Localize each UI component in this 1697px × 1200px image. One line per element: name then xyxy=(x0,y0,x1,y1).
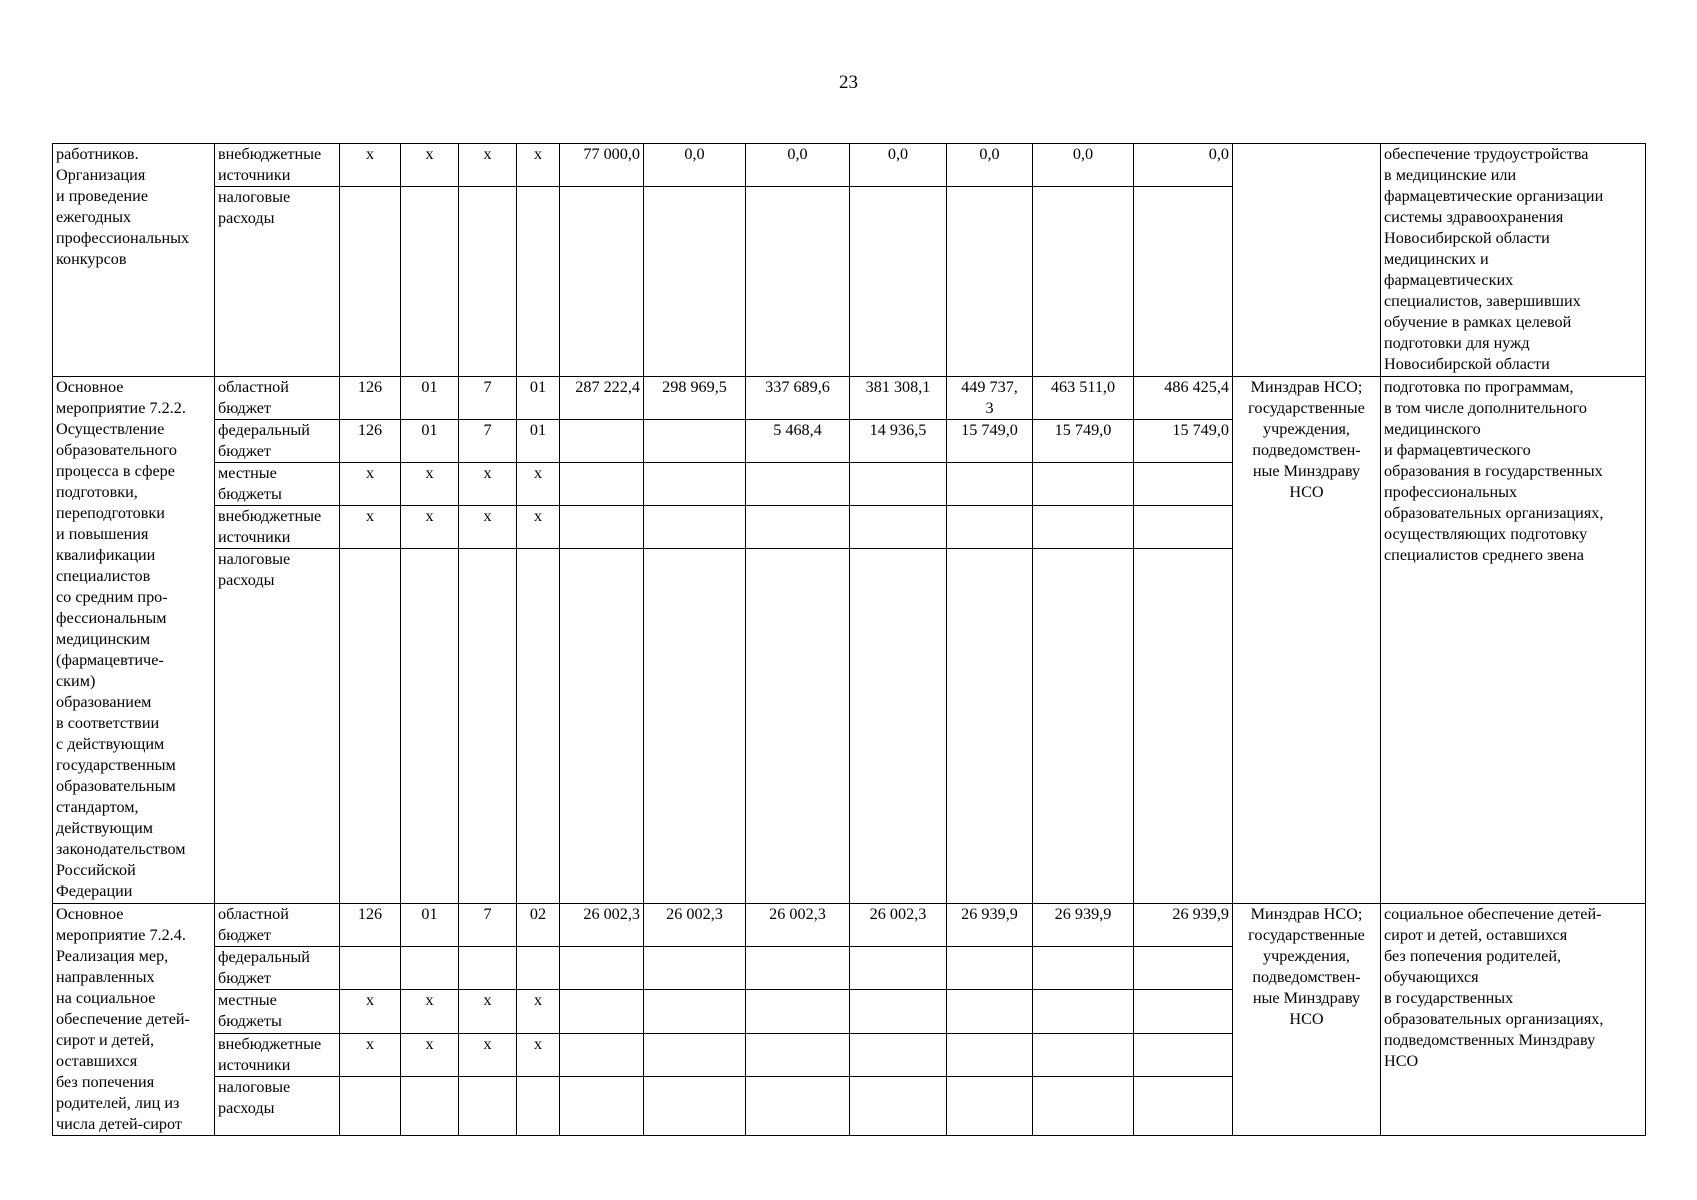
amount-cell: 5 468,4 xyxy=(746,420,850,463)
budget-code-cell: x xyxy=(401,506,459,549)
amount-cell: 449 737, 3 xyxy=(947,377,1033,420)
amount-cell xyxy=(1033,187,1134,377)
budget-code-cell: 126 xyxy=(340,377,401,420)
amount-cell xyxy=(1134,187,1233,377)
budget-code-cell: x xyxy=(340,990,401,1033)
amount-cell xyxy=(644,463,746,506)
amount-cell: 15 749,0 xyxy=(947,420,1033,463)
amount-cell xyxy=(746,506,850,549)
result-cell: социальное обеспечение детей- сирот и детей, оставшихся без попечения родителей, обучающихся в государственных образовательных организациях, подведомственных Минздраву НСО xyxy=(1381,904,1646,1136)
amount-cell xyxy=(1033,549,1134,904)
executor-cell: Минздрав НСО; государственные учреждения, подведомствен- ные Минздраву НСО xyxy=(1233,904,1381,1136)
amount-cell xyxy=(1033,1076,1134,1135)
budget-code-cell: 01 xyxy=(517,420,560,463)
budget-code-cell: x xyxy=(459,463,517,506)
budget-code-cell: x xyxy=(401,144,459,187)
amount-cell xyxy=(644,506,746,549)
amount-cell: 26 939,9 xyxy=(947,904,1033,947)
budget-code-cell xyxy=(517,187,560,377)
amount-cell xyxy=(644,947,746,990)
amount-cell xyxy=(746,549,850,904)
amount-cell xyxy=(560,420,644,463)
budget-code-cell xyxy=(459,187,517,377)
funding-source-cell: внебюджетные источники xyxy=(215,144,340,187)
budget-code-cell xyxy=(459,1076,517,1135)
executor-cell xyxy=(1233,144,1381,377)
amount-cell xyxy=(746,990,850,1033)
amount-cell xyxy=(1033,1033,1134,1076)
funding-source-cell: областной бюджет xyxy=(215,377,340,420)
budget-code-cell: x xyxy=(459,144,517,187)
budget-code-cell xyxy=(401,549,459,904)
funding-source-cell: местные бюджеты xyxy=(215,463,340,506)
executor-cell: Минздрав НСО; государственные учреждения, подведомствен- ные Минздраву НСО xyxy=(1233,377,1381,904)
funding-source-cell: федеральный бюджет xyxy=(215,420,340,463)
budget-code-cell xyxy=(401,1076,459,1135)
amount-cell xyxy=(1134,947,1233,990)
amount-cell: 0,0 xyxy=(1033,144,1134,187)
amount-cell xyxy=(644,549,746,904)
budget-code-cell: x xyxy=(517,463,560,506)
budget-code-cell: 7 xyxy=(459,377,517,420)
amount-cell xyxy=(560,549,644,904)
budget-code-cell: x xyxy=(340,1033,401,1076)
budget-code-cell: x xyxy=(517,1033,560,1076)
budget-code-cell xyxy=(459,947,517,990)
amount-cell: 0,0 xyxy=(746,144,850,187)
budget-code-cell: x xyxy=(401,990,459,1033)
amount-cell: 15 749,0 xyxy=(1033,420,1134,463)
amount-cell: 0,0 xyxy=(850,144,947,187)
budget-code-cell: x xyxy=(340,144,401,187)
funding-source-cell: внебюджетные источники xyxy=(215,1033,340,1076)
amount-cell xyxy=(947,549,1033,904)
amount-cell xyxy=(560,990,644,1033)
amount-cell xyxy=(1033,463,1134,506)
funding-source-cell: налоговые расходы xyxy=(215,1076,340,1135)
amount-cell: 26 002,3 xyxy=(644,904,746,947)
program-table xyxy=(52,143,1646,1136)
amount-cell xyxy=(947,990,1033,1033)
amount-cell xyxy=(947,1033,1033,1076)
amount-cell xyxy=(1134,990,1233,1033)
amount-cell xyxy=(746,463,850,506)
amount-cell xyxy=(644,990,746,1033)
table-row xyxy=(53,904,1646,947)
budget-code-cell: x xyxy=(401,1033,459,1076)
amount-cell xyxy=(1134,506,1233,549)
amount-cell xyxy=(560,1076,644,1135)
amount-cell: 26 939,9 xyxy=(1134,904,1233,947)
amount-cell xyxy=(850,187,947,377)
budget-code-cell: 02 xyxy=(517,904,560,947)
amount-cell: 0,0 xyxy=(947,144,1033,187)
amount-cell: 26 939,9 xyxy=(1033,904,1134,947)
funding-source-cell: федеральный бюджет xyxy=(215,947,340,990)
funding-source-cell: областной бюджет xyxy=(215,904,340,947)
amount-cell xyxy=(560,947,644,990)
budget-code-cell: x xyxy=(340,506,401,549)
budget-code-cell: 126 xyxy=(340,420,401,463)
budget-code-cell: 7 xyxy=(459,904,517,947)
amount-cell xyxy=(644,1076,746,1135)
amount-cell: 15 749,0 xyxy=(1134,420,1233,463)
budget-code-cell: x xyxy=(517,144,560,187)
amount-cell xyxy=(1033,947,1134,990)
result-cell: подготовка по программам, в том числе дополнительного медицинского и фармацевтического образования в государственных профессиональных образовательных организациях, осуществляющих подготовку специалистов среднего звена xyxy=(1381,377,1646,904)
amount-cell xyxy=(947,187,1033,377)
amount-cell: 14 936,5 xyxy=(850,420,947,463)
amount-cell xyxy=(746,187,850,377)
amount-cell: 26 002,3 xyxy=(850,904,947,947)
activity-cell: Основное мероприятие 7.2.4. Реализация мер, направленных на социальное обеспечение детей- сирот и детей, оставшихся без попечения родителей, лиц из числа детей-сирот xyxy=(53,904,215,1136)
amount-cell: 0,0 xyxy=(644,144,746,187)
activity-cell: Основное мероприятие 7.2.2. Осуществление образовательного процесса в сфере подготовки, переподготовки и повышения квалификации специалистов со средним про- фессиональным медицинским (фармацевтиче- ским) образованием в соответствии с действующим государственным образовательным стандартом, действующим законодательством Российской Федерации xyxy=(53,377,215,904)
funding-source-cell: налоговые расходы xyxy=(215,549,340,904)
page-number: 23 xyxy=(839,72,858,93)
budget-code-cell: x xyxy=(340,463,401,506)
budget-code-cell xyxy=(340,187,401,377)
amount-cell: 0,0 xyxy=(1134,144,1233,187)
budget-code-cell: x xyxy=(459,1033,517,1076)
amount-cell xyxy=(947,506,1033,549)
amount-cell xyxy=(1134,1076,1233,1135)
amount-cell xyxy=(850,506,947,549)
budget-code-cell: 01 xyxy=(517,377,560,420)
amount-cell xyxy=(947,463,1033,506)
amount-cell xyxy=(746,947,850,990)
budget-code-cell: 01 xyxy=(401,420,459,463)
amount-cell xyxy=(850,990,947,1033)
amount-cell xyxy=(850,463,947,506)
budget-code-cell: x xyxy=(459,990,517,1033)
amount-cell xyxy=(644,420,746,463)
amount-cell xyxy=(746,1033,850,1076)
funding-source-cell: местные бюджеты xyxy=(215,990,340,1033)
amount-cell xyxy=(1134,1033,1233,1076)
budget-code-cell xyxy=(517,549,560,904)
amount-cell xyxy=(560,506,644,549)
amount-cell: 486 425,4 xyxy=(1134,377,1233,420)
funding-source-cell: налоговые расходы xyxy=(215,187,340,377)
budget-code-cell: 126 xyxy=(340,904,401,947)
amount-cell xyxy=(947,1076,1033,1135)
amount-cell xyxy=(644,1033,746,1076)
amount-cell: 26 002,3 xyxy=(746,904,850,947)
budget-code-cell: x xyxy=(517,990,560,1033)
amount-cell: 77 000,0 xyxy=(560,144,644,187)
amount-cell: 463 511,0 xyxy=(1033,377,1134,420)
budget-code-cell xyxy=(401,947,459,990)
budget-code-cell: 7 xyxy=(459,420,517,463)
budget-code-cell xyxy=(517,947,560,990)
budget-code-cell xyxy=(340,549,401,904)
budget-code-cell xyxy=(401,187,459,377)
amount-cell xyxy=(947,947,1033,990)
amount-cell xyxy=(1134,463,1233,506)
budget-code-cell: 01 xyxy=(401,904,459,947)
budget-code-cell: 01 xyxy=(401,377,459,420)
amount-cell: 26 002,3 xyxy=(560,904,644,947)
budget-code-cell: x xyxy=(517,506,560,549)
result-cell: обеспечение трудоустройства в медицинские или фармацевтические организации системы здравоохранения Новосибирской области медицинских и фармацевтических специалистов, завершивших обучение в рамках целевой подготовки для нужд Новосибирской области xyxy=(1381,144,1646,377)
activity-cell: работников. Организация и проведение ежегодных профессиональных конкурсов xyxy=(53,144,215,377)
budget-code-cell: x xyxy=(459,506,517,549)
amount-cell xyxy=(850,1076,947,1135)
amount-cell xyxy=(1033,990,1134,1033)
amount-cell xyxy=(560,187,644,377)
amount-cell: 337 689,6 xyxy=(746,377,850,420)
table-row xyxy=(53,144,1646,187)
amount-cell xyxy=(1033,506,1134,549)
funding-source-cell: внебюджетные источники xyxy=(215,506,340,549)
amount-cell xyxy=(746,1076,850,1135)
amount-cell: 287 222,4 xyxy=(560,377,644,420)
amount-cell: 381 308,1 xyxy=(850,377,947,420)
budget-code-cell xyxy=(340,947,401,990)
amount-cell xyxy=(644,187,746,377)
budget-code-cell: x xyxy=(401,463,459,506)
budget-code-cell xyxy=(517,1076,560,1135)
table-row xyxy=(53,377,1646,420)
amount-cell xyxy=(850,549,947,904)
amount-cell xyxy=(1134,549,1233,904)
amount-cell xyxy=(560,1033,644,1076)
budget-code-cell xyxy=(459,549,517,904)
budget-code-cell xyxy=(340,1076,401,1135)
amount-cell xyxy=(850,1033,947,1076)
amount-cell xyxy=(850,947,947,990)
amount-cell xyxy=(560,463,644,506)
amount-cell: 298 969,5 xyxy=(644,377,746,420)
